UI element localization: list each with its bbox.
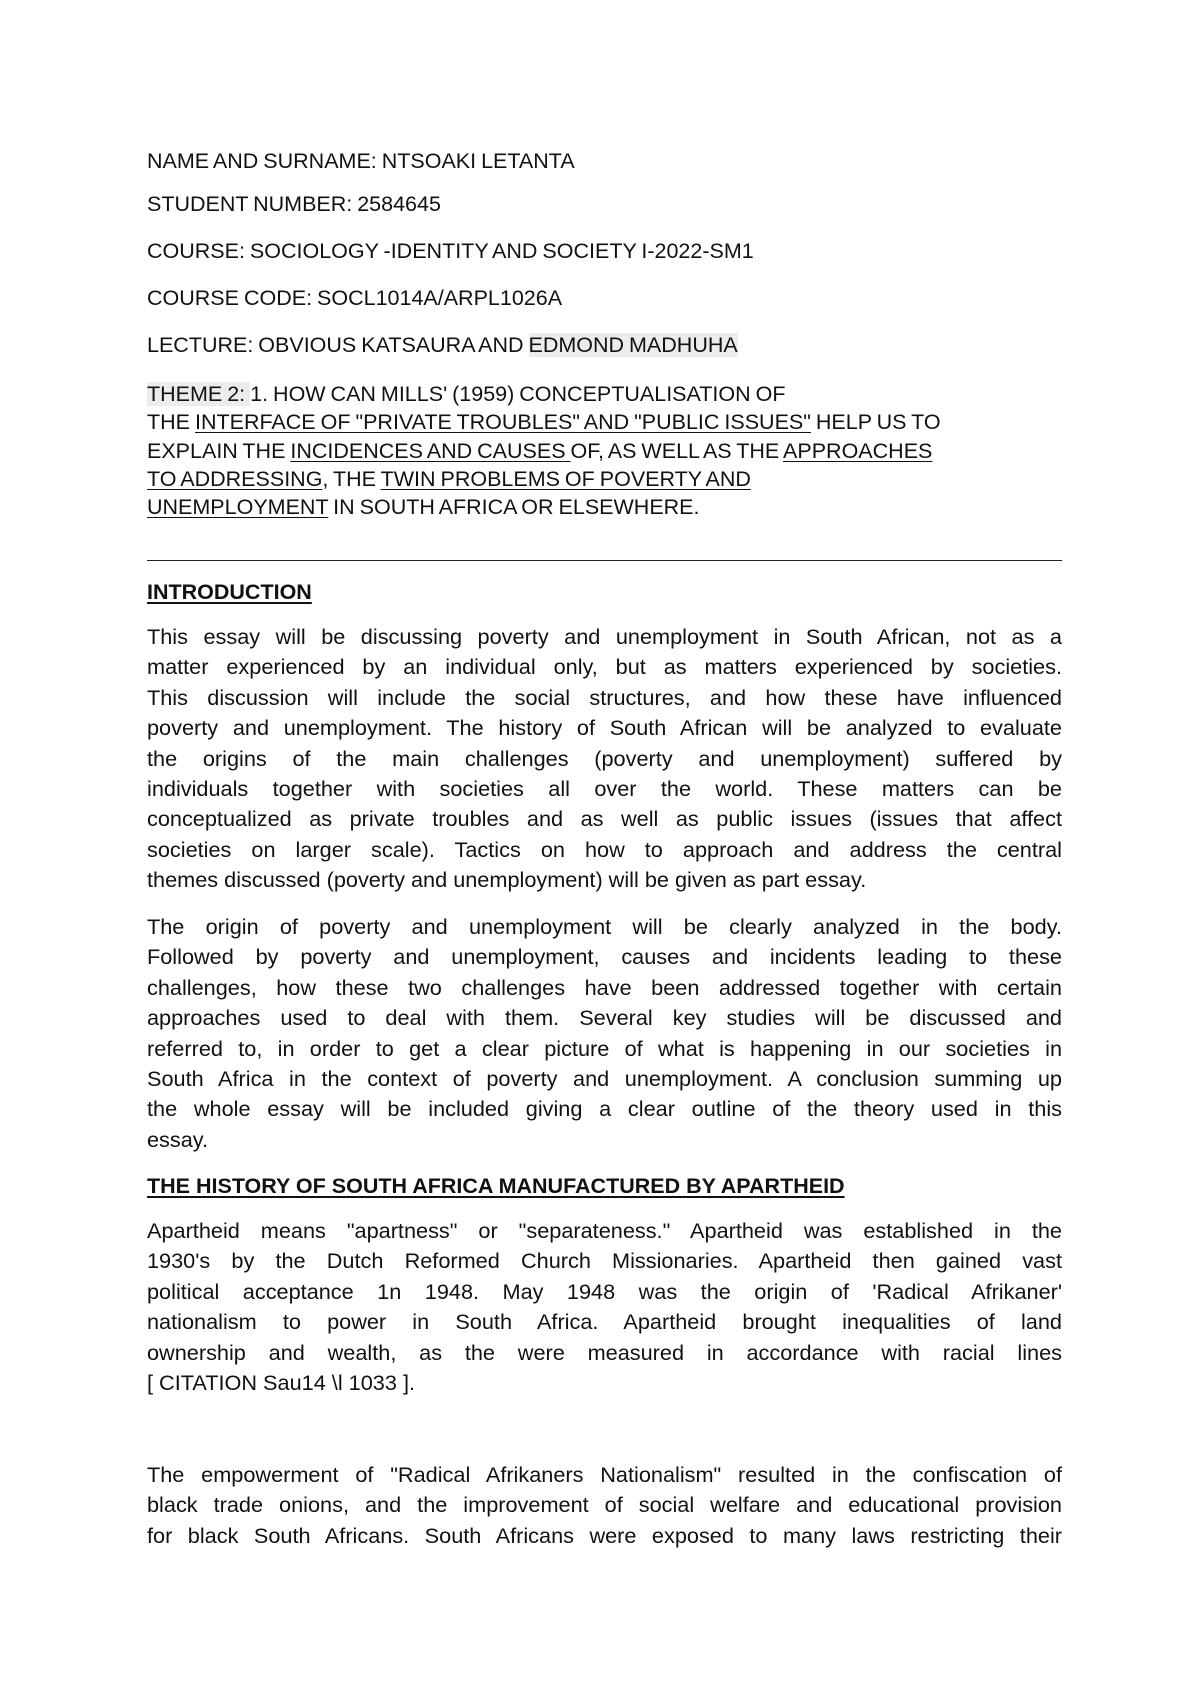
lecture-prefix: LECTURE: OBVIOUS KATSAURA AND [147,333,529,357]
paragraph-line: themes discussed (poverty and unemployment) will be given as part essay. [147,867,867,893]
paragraph-line: essay. [147,1126,209,1152]
theme-text: 1. HOW CAN MILLS' (1959) CONCEPTUALISATION OF [250,382,786,406]
theme-underlined: UNEMPLOYMENT [147,495,329,520]
history-paragraph-2 [147,1460,1062,1551]
paragraph-line: approaches used to deal with them. Several key studies will be discussed and [147,1005,1062,1031]
paragraph-line: This essay will be discussing poverty and unemployment in South African, not as a [147,624,1062,649]
theme-text: THE [147,410,195,435]
paragraph-line: referred to, in order to get a clear picture of what is happening in our societies in [147,1035,1062,1061]
paragraph-line: for black South Africans. South Africans were exposed to many laws restricting their [147,1522,1062,1548]
introduction-heading: INTRODUCTION [147,580,312,604]
horizontal-divider [147,560,1062,561]
paragraph-line: societies on larger scale). Tactics on how to approach and address the central [147,836,1062,862]
course-code-line: COURSE CODE: SOCL1014A/ARPL1026A [147,286,563,310]
theme-question [147,380,941,521]
paragraph-line: conceptualized as private troubles and as well as public issues (issues that affect [147,806,1062,832]
paragraph-line: The origin of poverty and unemployment will be clearly analyzed in the body. [147,914,1062,939]
paragraph-line: This discussion will include the social structures, and how these have influenced [147,684,1062,710]
paragraph-line: black trade onions, and the improvement of social welfare and educational provision [147,1492,1062,1518]
paragraph-line: political acceptance 1n 1948. May 1948 was the origin of 'Radical Afrikaner' [147,1278,1062,1304]
history-heading: THE HISTORY OF SOUTH AFRICA MANUFACTURED BY APARTHEID [147,1174,845,1198]
lecture-line [147,331,738,359]
theme-text: , THE [322,466,381,491]
theme-line-1 [147,380,941,408]
theme-line-2 [147,408,941,436]
paragraph-line: The empowerment of "Radical Afrikaners Nationalism" resulted in the confiscation of [147,1462,1062,1487]
course-line: COURSE: SOCIOLOGY -IDENTITY AND SOCIETY I-2022-SM1 [147,239,754,263]
theme-text: EXPLAIN THE [147,438,291,463]
paragraph-line: the origins of the main challenges (poverty and unemployment) suffered by [147,745,1062,771]
paragraph-line: 1930's by the Dutch Reformed Church Missionaries. Apartheid then gained vast [147,1248,1062,1274]
theme-text: HELP US TO [810,410,941,435]
paragraph-line: individuals together with societies all over the world. These matters can be [147,776,1062,802]
paragraph-line: South Africa in the context of poverty and unemployment. A conclusion summing up [147,1066,1062,1092]
paragraph-line: Followed by poverty and unemployment, causes and incidents leading to these [147,944,1062,970]
paragraph-line: nationalism to power in South Africa. Apartheid brought inequalities of land [147,1309,1062,1335]
theme-line-5 [147,493,941,521]
theme-text: IN SOUTH AFRICA OR ELSEWHERE. [328,495,700,520]
theme-label: THEME 2: [147,382,251,406]
lecture-highlight: EDMOND MADHUHA [528,333,738,357]
theme-underlined: TWIN PROBLEMS OF POVERTY AND [380,466,751,491]
theme-line-4 [147,465,941,493]
introduction-paragraph-2 [147,912,1062,1155]
theme-underlined: INTERFACE OF "PRIVATE TROUBLES" AND "PUBLIC ISSUES" [194,410,811,435]
student-number-line: STUDENT NUMBER: 2584645 [147,192,441,216]
paragraph-line: the whole essay will be included giving a clear outline of the theory used in this [147,1096,1062,1122]
theme-underlined: TO ADDRESSING [147,466,323,491]
introduction-paragraph-1 [147,622,1062,896]
paragraph-line: poverty and unemployment. The history of South African will be analyzed to evaluate [147,715,1062,741]
name-line: NAME AND SURNAME: NTSOAKI LETANTA [147,149,575,173]
paragraph-line: matter experienced by an individual only, but as matters experienced by societies. [147,654,1062,680]
history-paragraph-1 [147,1216,1062,1398]
paragraph-line: challenges, how these two challenges have been addressed together with certain [147,974,1062,1000]
theme-underlined: APPROACHES [783,438,933,463]
paragraph-line: ownership and wealth, as the were measured in accordance with racial lines [147,1339,1062,1365]
document-page [147,0,1062,1698]
paragraph-line: Apartheid means "apartness" or "separateness." Apartheid was established in the [147,1218,1062,1243]
theme-underlined: INCIDENCES AND CAUSES [290,438,571,463]
theme-text: OF, AS WELL AS THE [570,438,784,463]
paragraph-line: [ CITATION Sau14 \l 1033 ]. [147,1370,415,1396]
theme-line-3 [147,437,941,465]
